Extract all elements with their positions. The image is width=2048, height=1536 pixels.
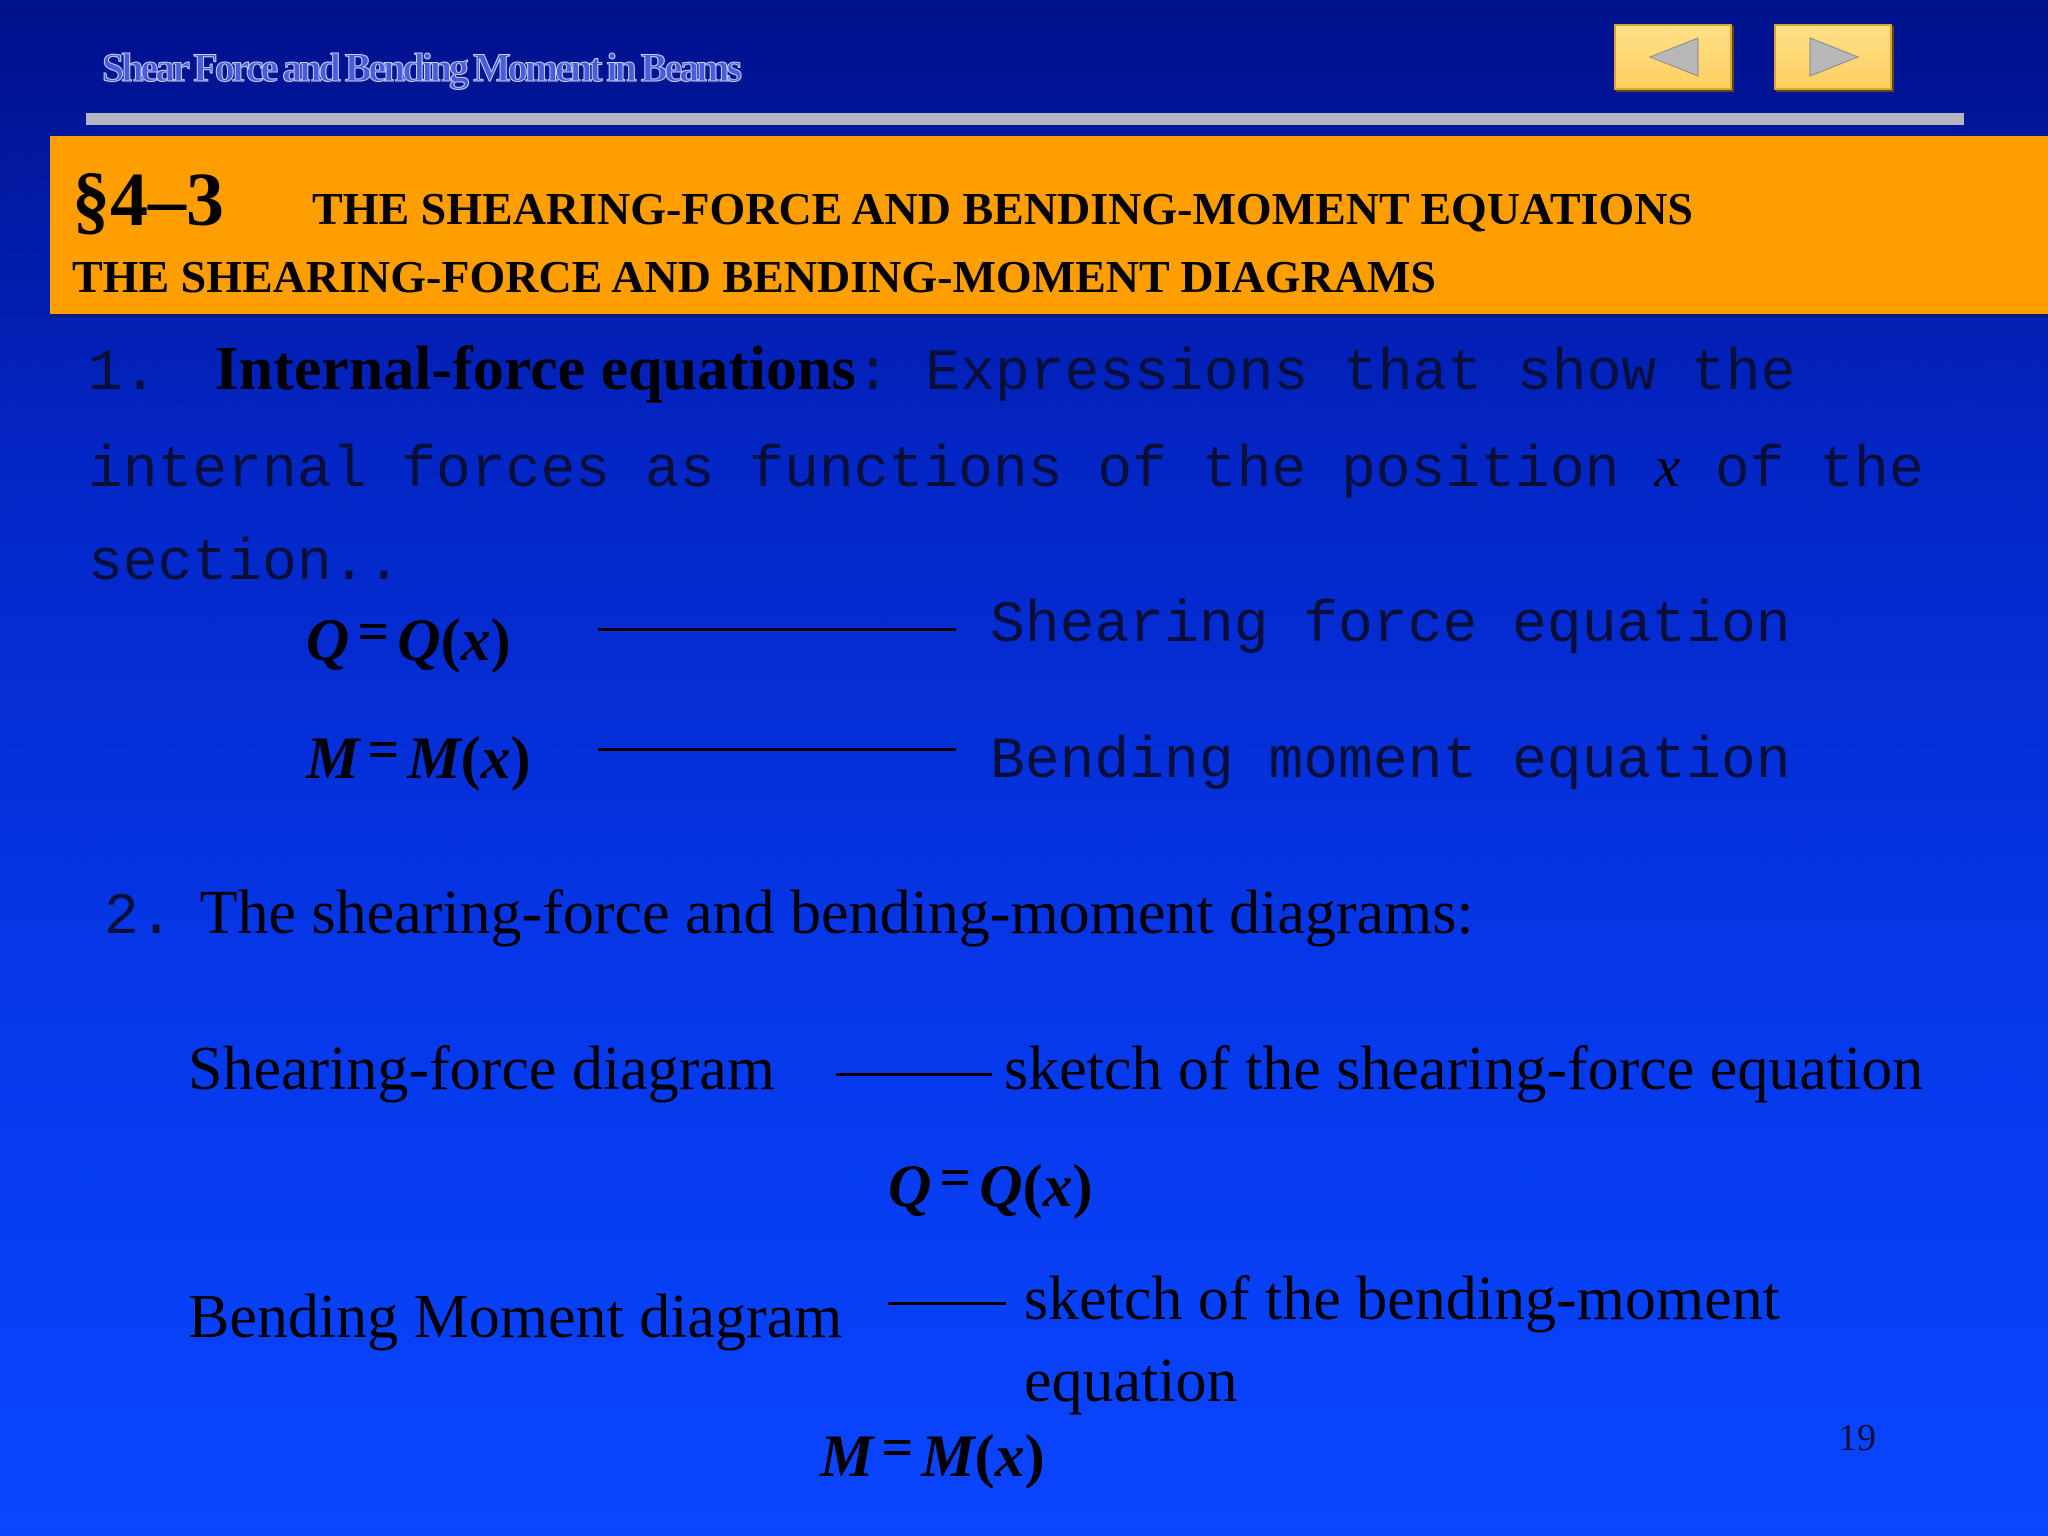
moment-diagram-desc-line1: sketch of the bending-moment	[1024, 1265, 1780, 1333]
eq-lhs: M	[306, 725, 360, 791]
item1-line1	[88, 336, 1795, 408]
eq-sign: =	[881, 1417, 914, 1479]
shear-diagram-dash	[836, 1073, 992, 1076]
eq-sign: =	[357, 601, 390, 663]
eq-close: )	[510, 725, 531, 791]
item1-line2-a: internal forces as functions of the position	[88, 439, 1655, 504]
next-slide-button[interactable]	[1774, 24, 1892, 90]
previous-slide-button[interactable]	[1614, 24, 1732, 90]
item1-term: Internal-force equations	[214, 335, 856, 403]
eq-lhs: M	[820, 1423, 874, 1489]
item1-colon: :	[855, 342, 891, 407]
item2-number: 2.	[104, 886, 174, 951]
shear-diagram-term: Shearing-force diagram	[188, 1035, 776, 1103]
header-title: Shear Force and Bending Moment in Beams	[102, 45, 740, 90]
section-title-line2: THE SHEARING-FORCE AND BENDING-MOMENT DIAGRAMS	[72, 251, 1436, 302]
shear-equation	[306, 601, 511, 673]
section-title-line1: THE SHEARING-FORCE AND BENDING-MOMENT EQUATIONS	[312, 183, 1694, 234]
eq-var: x	[460, 607, 491, 673]
eq-sign: =	[367, 719, 400, 781]
eq-var: x	[480, 725, 511, 791]
moment-diagram-dash	[888, 1302, 1006, 1305]
moment-diagram-desc-line2: equation	[1024, 1347, 1238, 1415]
item1-line2-b: of the	[1680, 439, 1924, 504]
item1-line3: section..	[88, 532, 402, 597]
eq-close: )	[490, 607, 511, 673]
page-number: 19	[1838, 1417, 1876, 1459]
eq-close: )	[1024, 1423, 1045, 1489]
eq-func: Q	[397, 607, 441, 673]
shear-diagram-desc: sketch of the shearing-force equation	[1004, 1035, 1924, 1103]
eq-var: x	[994, 1423, 1025, 1489]
triangle-left-icon	[1616, 26, 1730, 88]
eq-open: (	[440, 607, 461, 673]
eq-open: (	[974, 1423, 995, 1489]
item1-number: 1.	[88, 342, 158, 407]
position-variable: x	[1654, 434, 1681, 499]
shear-equation-dash	[598, 628, 956, 631]
moment-equation-label: Bending moment equation	[990, 730, 1791, 795]
header-divider	[86, 113, 1964, 125]
shear-equation-label: Shearing force equation	[990, 594, 1791, 659]
eq-sign: =	[939, 1147, 972, 1209]
item2-heading: The shearing-force and bending-moment diagrams:	[199, 879, 1474, 947]
triangle-right-icon	[1776, 26, 1890, 88]
item2-heading-row	[104, 880, 1474, 962]
item1-line2	[88, 434, 1924, 505]
moment-diagram-term: Bending Moment diagram	[188, 1283, 843, 1351]
shear-diagram-equation	[888, 1147, 1093, 1219]
moment-equation-dash	[598, 748, 956, 751]
moment-equation	[306, 719, 531, 791]
eq-var: x	[1042, 1153, 1073, 1219]
eq-close: )	[1072, 1153, 1093, 1219]
eq-open: (	[1022, 1153, 1043, 1219]
item1-line1-rest: Expressions that show the	[925, 342, 1796, 407]
eq-lhs: Q	[306, 607, 350, 673]
eq-func: Q	[979, 1153, 1023, 1219]
eq-open: (	[460, 725, 481, 791]
moment-diagram-equation	[820, 1417, 1045, 1489]
section-number: §4–3	[72, 158, 224, 242]
eq-func: M	[407, 725, 461, 791]
eq-func: M	[921, 1423, 975, 1489]
eq-lhs: Q	[888, 1153, 932, 1219]
